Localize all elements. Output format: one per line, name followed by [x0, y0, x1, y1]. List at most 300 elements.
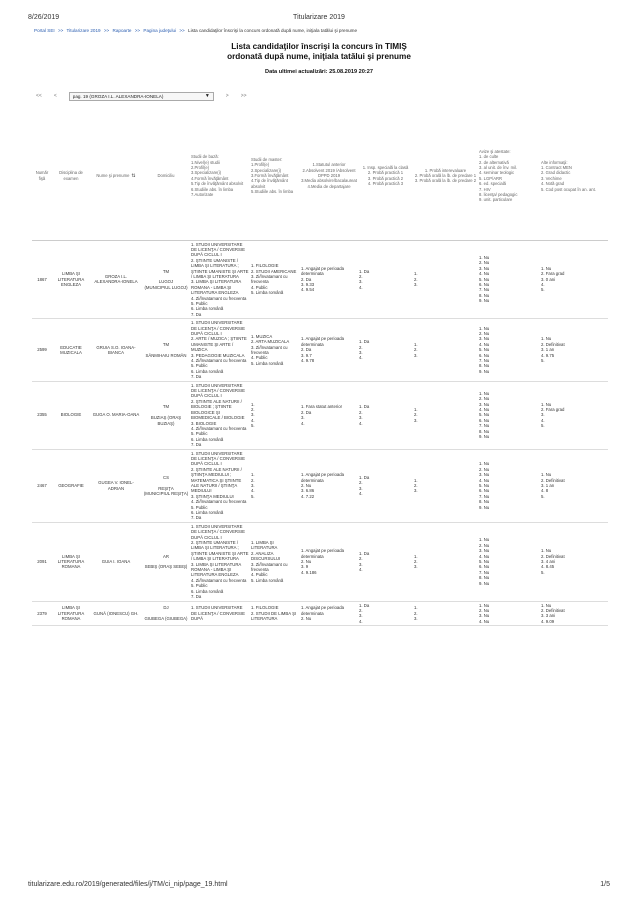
text-line: 3. Probă orală la lb. de predare 2 — [414, 178, 477, 184]
text-line: 2091 — [37, 558, 47, 564]
text-line: 1. Nu — [479, 537, 490, 543]
text-line: 3. — [414, 352, 418, 358]
text-line: 5. Public — [191, 504, 208, 510]
text-line: 2. ŞTIINTE UMANISTE / LIMBA ŞI LITERATURA ; ŞTIINTE UMANISTE ŞI ARTE / LIMBA ŞI LITERATURA — [191, 540, 249, 562]
breadcrumb-county-link[interactable]: Pagina judeţului — [143, 28, 177, 33]
col-proba — [413, 112, 478, 240]
text-line: 4. Zi/Învatamant cu frecventa — [191, 295, 247, 301]
col-nume-label: Nume şi prenume — [96, 172, 130, 178]
text-line: 9. Nu — [479, 298, 490, 304]
cell-inspectie — [358, 381, 413, 449]
first-page-button[interactable]: << — [36, 93, 42, 99]
text-line: TM — [162, 404, 170, 410]
text-line: 1. Insp. specială la clasă — [362, 164, 409, 170]
text-line: 9. Nu — [479, 504, 490, 510]
table-row — [32, 240, 608, 319]
cell-domiciliu — [142, 522, 190, 601]
cell-master — [250, 319, 300, 381]
text-line: 2. — [414, 558, 418, 564]
text-line: 1. Angajat pe perioada determinata — [301, 472, 345, 483]
text-line: 2. Fara grad — [541, 271, 565, 277]
text-line: SÂNMIHAIU ROMÂN — [145, 352, 187, 358]
text-line: 3. Nu — [479, 336, 490, 342]
text-line: AR — [163, 553, 169, 559]
sort-icon[interactable]: ⇅ — [131, 172, 136, 179]
text-line: 2. — [359, 344, 363, 350]
cell-avize — [478, 319, 540, 381]
text-line: 2. — [359, 409, 363, 415]
text-line: 5. Nu — [479, 558, 490, 564]
text-line: 3. Nu — [479, 613, 490, 619]
col-disciplina: Disciplina de examen — [52, 112, 90, 240]
text-line: 7. Da — [191, 515, 202, 521]
table-row — [32, 601, 608, 626]
cell-proba — [413, 240, 478, 319]
text-line: 4. Nu — [479, 553, 490, 559]
cell-statut — [300, 601, 358, 626]
text-line: 5. — [541, 569, 545, 575]
text-line: 2355 — [37, 412, 47, 418]
cell-nume — [90, 319, 142, 381]
text-line: 1. Angajat pe perioada determinata — [301, 265, 345, 277]
text-line: 9. Nu — [479, 434, 490, 440]
text-line: 3. — [414, 282, 418, 288]
text-line: 7. Nu — [479, 423, 490, 429]
text-line: 1. Da — [359, 404, 370, 410]
text-line: 3.Formă învăţământ — [251, 173, 289, 179]
page-heading — [0, 42, 638, 75]
text-line: 4.Formă învăţământ — [191, 175, 229, 181]
cell-alte — [540, 449, 608, 522]
cell-studii — [190, 601, 250, 626]
cell-master — [250, 381, 300, 449]
print-url: titularizare.edu.ro/2019/generated/files/j/TM/ci_nip/page_19.html — [28, 881, 228, 888]
prev-page-button[interactable]: < — [53, 93, 57, 99]
text-line: 4. Public — [251, 572, 268, 578]
text-line: 3. Nu — [479, 265, 490, 271]
text-line: 1. STUDII UNIVERSITARE DE LICENŢA / CONVERSIE DUPĂ CICLUL I — [191, 450, 245, 467]
cell-studii — [190, 449, 250, 522]
text-line: 6. Limba română — [191, 510, 224, 515]
text-line: 3. Nu — [479, 401, 490, 407]
text-line: 1.Nivel(e) studii — [191, 159, 220, 165]
cell-proba — [413, 319, 478, 381]
text-line: 2. — [251, 477, 255, 483]
text-line: 4. Nu — [479, 406, 490, 412]
text-line: Studii de master: — [251, 156, 283, 162]
text-line: 4. 8.45 — [541, 564, 555, 570]
cell-disciplina — [52, 381, 90, 449]
text-line: 8. Nu — [479, 499, 490, 505]
text-line: 3. Zi/Învatamant cu frecventa — [251, 273, 288, 285]
cell-domiciliu — [142, 381, 190, 449]
text-line: 2. Definitivat — [541, 553, 565, 559]
breadcrumb-titularizare-link[interactable]: Titularizare 2019 — [66, 28, 101, 33]
text-line: 6. Nu — [479, 417, 490, 423]
cell-nume — [90, 240, 142, 319]
text-line: 1. Angajat pe perioada determinata — [301, 336, 345, 347]
pager — [36, 91, 259, 101]
text-line: GUGEA V. IONEL-ADRIAN — [98, 480, 134, 491]
text-line: 1867 — [37, 276, 47, 282]
text-line: 5. Nu — [479, 412, 490, 418]
cell-nr — [32, 240, 52, 319]
text-line: 4. — [359, 491, 363, 497]
page-title-line1: Lista candidaţilor înscrişi la concurs în TIMIŞ — [231, 42, 407, 51]
text-line: 4. — [359, 284, 363, 290]
text-line: 2. Grad didactic — [541, 170, 571, 176]
text-line: 3. 1 an — [541, 347, 555, 353]
cell-nr — [32, 601, 52, 626]
text-line: 3. LIMBA ŞI LITERATURA ROMANA - LIMBA ŞI LITERATURA ENGLEZA — [191, 561, 242, 578]
text-line: 2. STUDII DE LIMBA ŞI LITERATURA — [251, 610, 297, 622]
text-line: 3. 9.7 — [301, 352, 312, 358]
text-line: 6. ed. specială — [479, 181, 507, 187]
text-line: 5. Limba română — [251, 360, 284, 366]
text-line: 1. Angajat pe perioada determinata — [301, 605, 345, 616]
cell-master — [250, 601, 300, 626]
cell-nr — [32, 522, 52, 601]
text-line: 2. Nu — [479, 542, 490, 548]
col-nr: Număr fişă — [32, 112, 52, 240]
text-line: LIMBA ŞI LITERATURA ENGLEZA — [57, 271, 85, 288]
cell-nr — [32, 319, 52, 381]
text-line: 2. — [359, 556, 363, 562]
text-line: 3. Probă practică 2 — [367, 175, 404, 181]
col-inspectie — [358, 112, 413, 240]
text-line: CS — [163, 474, 169, 480]
text-line: 1. — [414, 406, 418, 412]
text-line: 3. 9 — [301, 564, 309, 570]
cell-nume — [90, 522, 142, 601]
text-line: 1. FILOLOGIE — [251, 605, 279, 611]
print-header — [28, 14, 610, 24]
text-line: GUNĂ (IONESCU) GH. — [93, 610, 139, 616]
cell-inspectie — [358, 601, 413, 626]
text-line: REŞIŢA — [158, 485, 174, 491]
text-line: 3. — [251, 482, 255, 488]
text-line: 4. Nu — [479, 618, 490, 624]
text-line: 4. Public — [251, 284, 268, 290]
text-line: 1. Nu — [541, 401, 552, 407]
cell-disciplina — [52, 522, 90, 601]
text-line: 1. Nu — [541, 548, 552, 554]
text-line: 2. ŞTIINTE ALE NATURII / ŞTIINŢA MEDIULUI ; MATEMATICA ŞI ŞTIINTE ALE NATURII / ŞTIINŢA MEDIULUI — [191, 466, 242, 494]
text-line: 6. Nu — [479, 282, 490, 288]
cell-avize — [478, 449, 540, 522]
text-line: 4. — [359, 567, 363, 573]
text-line: 5. Nu — [479, 347, 490, 353]
text-line: 6. Limba română — [191, 306, 224, 312]
text-line: 2. Definitivat — [541, 607, 565, 613]
text-line: 5. — [541, 423, 545, 429]
text-line: 3.Media absolvire/bacalaureat — [301, 178, 357, 184]
cell-statut — [300, 240, 358, 319]
text-line: 2. Nu — [479, 466, 490, 472]
text-line: 5. Cod post ocupat în an. ant. — [541, 186, 596, 192]
table-row — [32, 449, 608, 522]
text-line: LIMBA ŞI LITERATURA ROMANA — [57, 605, 85, 622]
text-line: 2. Definitivat — [541, 477, 565, 483]
text-line: 2. Nu — [301, 558, 312, 564]
text-line: 2. — [414, 276, 418, 282]
text-line: 2. — [359, 607, 363, 613]
text-line: 2. Nu — [301, 482, 312, 488]
text-line: 1. STUDII UNIVERSITARE DE LICENŢA / CONVERSIE DUPĂ CICLUL I — [191, 382, 245, 399]
text-line: 7. Da — [191, 594, 202, 600]
col-nume[interactable] — [90, 112, 142, 240]
cell-studii — [190, 381, 250, 449]
text-line: 4. Probă practică 3 — [367, 181, 404, 187]
text-line: 1. Nu — [541, 472, 552, 478]
text-line: 4. 7.22 — [301, 493, 315, 499]
text-line: 2. Nu — [479, 260, 490, 266]
text-line: 3. — [359, 415, 363, 421]
text-line: 2599 — [37, 347, 47, 353]
text-line: 3. — [359, 485, 363, 491]
cell-alte — [540, 381, 608, 449]
text-line: 1.Statutul anterior — [312, 162, 346, 168]
cell-avize — [478, 240, 540, 319]
text-line: 8. Nu — [479, 292, 490, 298]
cell-inspectie — [358, 319, 413, 381]
text-line: GROZA I.L. ALEXANDRA-IONELA — [94, 273, 138, 285]
text-line: 2. Definitivat — [541, 341, 565, 347]
col-avize — [478, 112, 540, 240]
table-header-row — [32, 112, 608, 240]
text-line: 5. — [541, 493, 545, 499]
text-line: 1. STUDII UNIVERSITARE DE LICENŢA / CONVERSIE DUPĂ CICLUL I — [191, 523, 245, 540]
text-line: 3. Nu — [479, 548, 490, 554]
text-line: 4. seminar teologic — [479, 170, 515, 176]
text-line: 5. — [251, 423, 255, 429]
text-line: 1. STUDII UNIVERSITARE DE LICENŢA / CONVERSIE DUPĂ — [191, 605, 245, 622]
text-line: 2. ŞTIINTE ALE NATURII / BIOLOGIE ; ŞTIINTE BIOLOGICE ŞI BIOMEDICALE / BIOLOGIE — [191, 398, 245, 421]
cell-alte — [540, 522, 608, 601]
text-line: Studii de bază: — [191, 154, 219, 160]
text-line: 2. — [414, 482, 418, 488]
text-line: 2. — [414, 610, 418, 616]
text-line: BUZIAŞ (ORAŞ BUZIAŞ) — [150, 415, 182, 426]
triangle-down-icon: ▼ — [204, 93, 210, 99]
text-line: EDUCATIE MUZICALA — [60, 344, 82, 355]
text-line: 1. Fara statut anterior — [301, 404, 343, 410]
cell-proba — [413, 449, 478, 522]
breadcrumb-rapoarte-link[interactable]: Rapoarte — [112, 28, 132, 33]
text-line: 5. Public — [191, 300, 208, 306]
text-line: 2. Da — [301, 276, 312, 282]
text-line: 7. Da — [191, 442, 202, 448]
text-line: 3. Nu — [479, 472, 490, 478]
text-line: 1. STUDII UNIVERSITARE DE LICENŢA / CONVERSIE DUPĂ CICLUL I — [191, 241, 245, 258]
cell-nr — [32, 449, 52, 522]
breadcrumb — [34, 28, 618, 33]
col-statut — [300, 112, 358, 240]
text-line: 2. — [359, 273, 363, 279]
text-line: 1. Nu — [479, 255, 490, 261]
text-line: 3. PEDAGOGIE MUZICALA — [191, 352, 245, 358]
text-line: 1. Angajat pe perioada determinata — [301, 548, 345, 559]
text-line: LUGOJ — [158, 279, 174, 285]
text-line: 4.Media de departajare — [307, 183, 351, 189]
cell-studii — [190, 240, 250, 319]
text-line: 1. STUDII UNIVERSITARE DE LICENŢA / CONVERSIE DUPĂ CICLUL I — [191, 320, 245, 336]
text-line: 1. Nu — [541, 602, 552, 608]
cell-nume — [90, 381, 142, 449]
cell-domiciliu — [142, 319, 190, 381]
page-title-line2: ordonată după nume, iniţiala tatălui şi prenume — [227, 52, 411, 61]
cell-inspectie — [358, 522, 413, 601]
text-line: 4. 8 — [541, 488, 549, 494]
cell-disciplina — [52, 319, 90, 381]
text-line: 1. Da — [359, 474, 370, 480]
text-line: 1. de culte — [479, 154, 499, 160]
text-line: 1. Nu — [479, 325, 490, 331]
text-line: 6. Nu — [479, 564, 490, 570]
text-line: 7. Nu — [479, 569, 490, 575]
text-line: 2. Nu — [479, 396, 490, 402]
candidates-table — [32, 112, 608, 626]
breadcrumb-separator: >> — [179, 28, 185, 33]
cell-master — [250, 522, 300, 601]
text-line: 7. Da — [191, 311, 202, 317]
text-line: 3. 6.86 — [301, 488, 315, 494]
text-line: 8. Nu — [479, 575, 490, 581]
cell-studii — [190, 319, 250, 381]
cell-studii — [190, 522, 250, 601]
breadcrumb-separator: >> — [134, 28, 141, 33]
text-line: 4. 9.09 — [541, 618, 555, 624]
text-line: 7. Nu — [479, 287, 490, 293]
text-line: LIMBA ŞI LITERATURA ROMANA — [57, 553, 85, 570]
cell-statut — [300, 522, 358, 601]
text-line: 3. LIMBA ŞI LITERATURA ROMANA - LIMBA ŞI LITERATURA ENGLEZA — [191, 279, 242, 296]
text-line: 2. — [414, 347, 418, 353]
text-line: 1. Da — [359, 550, 370, 556]
text-line: 4. — [541, 282, 545, 288]
text-line: 6.Studiile abs. în limba — [191, 186, 234, 192]
text-line: 1. — [414, 477, 418, 483]
text-line: 3. — [359, 613, 363, 619]
text-line: 4. 9.75 — [541, 352, 555, 358]
text-line: 3. al unit. de înv. mil. — [479, 164, 518, 170]
text-line: 5. Public — [191, 431, 208, 437]
breadcrumb-separator: >> — [103, 28, 110, 33]
text-line: 3. — [301, 415, 305, 421]
table-row — [32, 319, 608, 381]
cell-disciplina — [52, 240, 90, 319]
text-line: 9. Nu — [479, 368, 490, 374]
text-line: 2. de alternativă — [479, 159, 509, 165]
text-line: GRUIA S.O. IOANA-BIANCA — [96, 344, 136, 355]
cell-proba — [413, 601, 478, 626]
text-line: 3. Vechime — [541, 175, 562, 181]
text-line: 5. Nu — [479, 276, 490, 282]
text-line: BIOLOGIE — [60, 412, 82, 418]
text-line: 2379 — [37, 610, 47, 616]
cell-proba — [413, 522, 478, 601]
text-line: 4. Zi/Învatamant cu frecventa — [191, 577, 247, 583]
text-line: 2.Specializare(i) — [251, 167, 282, 173]
text-line: 4. Zi/Învatamant cu frecventa — [191, 425, 247, 431]
text-line: 3. 4 ani — [541, 558, 556, 564]
text-line: 4. Nu — [479, 271, 490, 277]
print-page-number: 1/5 — [600, 881, 610, 888]
text-line: 4. Notă grad — [541, 181, 565, 187]
text-line: 1. FILOLOGIE — [251, 263, 279, 269]
text-line: 3. Zi/Învatamant cu frecventa — [251, 561, 288, 573]
text-line: 3. — [414, 488, 418, 494]
col-master — [250, 112, 300, 240]
text-line: 2. ŞTIINTE UMANISTE / LIMBA ŞI LITERATURA ; ŞTIINTE UMANISTE ŞI ARTE / LIMBA ŞI LITERATURA — [191, 257, 249, 279]
cell-avize — [478, 522, 540, 601]
cell-inspectie — [358, 240, 413, 319]
cell-nume — [90, 449, 142, 522]
text-line: 2. Nu — [301, 616, 312, 622]
text-line: 8. licenţa/ pedagogic — [479, 191, 518, 197]
text-line: 5. — [251, 493, 255, 499]
text-line: 1. LIMBA ŞI LITERATURA — [251, 540, 278, 551]
text-line: 1. Nu — [541, 336, 552, 342]
text-line: 4. 9.78 — [301, 358, 315, 364]
text-line: TM — [162, 268, 170, 274]
cell-statut — [300, 381, 358, 449]
text-line: 3. BIOLOGIE — [191, 420, 217, 426]
text-line: 2. Probă orală la lb. de predare 1 — [414, 173, 477, 179]
text-line: 3. — [359, 561, 363, 567]
text-line: Alte informaţii: — [541, 159, 568, 165]
cell-nume — [90, 601, 142, 626]
text-line: 2. Fara grad — [541, 406, 565, 412]
col-alte — [540, 112, 608, 240]
text-line: 1. Nu — [479, 461, 490, 467]
text-line: 2. Da — [301, 409, 312, 415]
text-line: 1. MUZICA — [251, 333, 273, 339]
next-page-button[interactable]: > — [225, 93, 229, 99]
text-line: 6. Nu — [479, 488, 490, 494]
text-line: 2. Probă practică 1 — [367, 170, 404, 176]
text-line: (MUNICIPIUL REŞIŢA) — [143, 491, 189, 497]
page-select[interactable] — [69, 92, 214, 101]
text-line: 3. 0 ani — [541, 276, 556, 282]
text-line: 3. — [359, 279, 363, 285]
text-line: GUGA O. MARIA-OANA — [92, 412, 140, 418]
cell-statut — [300, 319, 358, 381]
text-line: 3. Zi/Învatamant cu frecventa — [251, 344, 288, 355]
text-line: 3. 3 ani — [541, 613, 556, 619]
text-line: 1. — [414, 553, 418, 559]
text-line: GIUBEGA (GIUBEGA) — [144, 616, 188, 622]
cell-avize — [478, 601, 540, 626]
text-line: 3. 1 an — [541, 482, 555, 488]
text-line: 2.Profil(e) — [191, 164, 210, 170]
text-line: 3. ŞTIINŢA MEDIULUI — [191, 493, 234, 499]
print-date: 8/26/2019 — [28, 14, 60, 21]
text-line: 4. 9.186 — [301, 569, 317, 575]
cell-proba — [413, 381, 478, 449]
text-line: 3. — [541, 412, 545, 418]
breadcrumb-portal-link[interactable]: Portal SEI — [34, 28, 55, 33]
text-line: 5. — [541, 287, 545, 293]
text-line: 1. Da — [359, 268, 370, 274]
text-line: 5. — [541, 358, 545, 364]
cell-domiciliu — [142, 601, 190, 626]
text-line: GEOGRAFIE — [58, 482, 84, 488]
text-line: 6. Limba română — [191, 588, 224, 594]
cell-avize — [478, 381, 540, 449]
last-page-button[interactable]: >> — [240, 93, 247, 99]
text-line: 3. — [359, 349, 363, 355]
